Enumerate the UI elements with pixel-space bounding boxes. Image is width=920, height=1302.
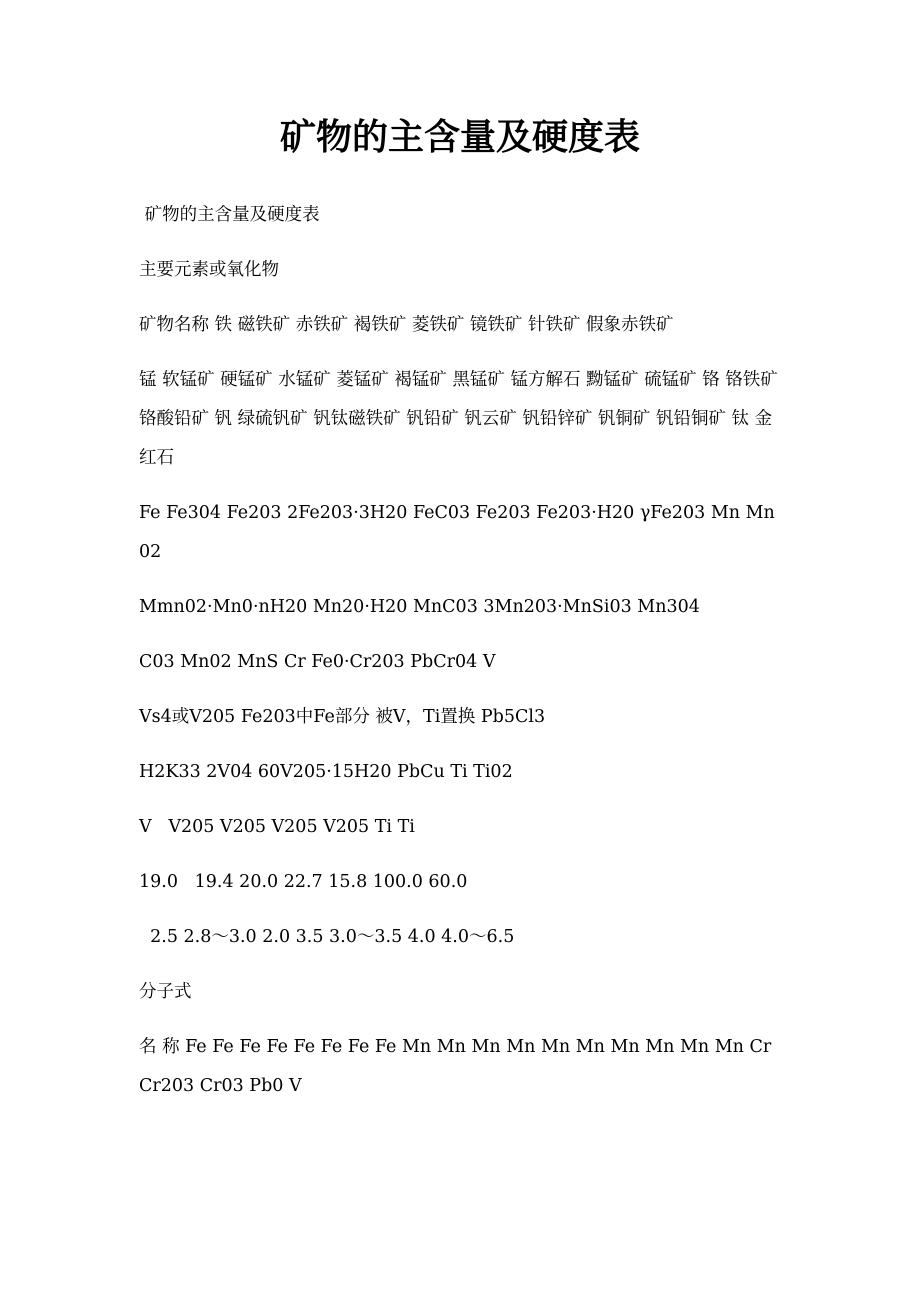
formula-line-vanadium-1: Vs4或V205 Fe203中Fe部分 被V，Ti置换 Pb5Cl3 bbox=[139, 707, 546, 727]
subtitle-paragraph: 矿物的主含量及硬度表 bbox=[139, 205, 320, 225]
molecular-formula-heading: 分子式 bbox=[139, 982, 192, 1002]
page-title: 矿物的主含量及硬度表 bbox=[279, 116, 640, 158]
mineral-names-iron: 矿物名称 铁 磁铁矿 赤铁矿 褐铁矿 菱铁矿 镜铁矿 针铁矿 假象赤铁矿 bbox=[139, 315, 674, 335]
mineral-names-mn-cr-v-ti: 锰 软锰矿 硬锰矿 水锰矿 菱锰矿 褐锰矿 黑锰矿 锰方解石 黝锰矿 硫锰矿 铬 铬铁矿 铬酸铅矿 钒 绿硫钒矿 钒钛磁铁矿 钒铅矿 钒云矿 钒铅锌矿 钒铜矿 钒铅铜矿 钛 金红石 bbox=[139, 370, 784, 468]
formula-line-manganese: Mmn02·Mn0·nH20 Mn20·H20 MnC03 3Mn203·MnSi03 Mn304 bbox=[139, 597, 700, 617]
hardness-values-line: 2.5 2.8～3.0 2.0 3.5 3.0～3.5 4.0 4.0～6.5 bbox=[139, 927, 515, 947]
content-values-line: 19.0 19.4 20.0 22.7 15.8 100.0 60.0 bbox=[139, 872, 468, 892]
element-line: V V205 V205 V205 V205 Ti Ti bbox=[139, 817, 415, 837]
formula-line-chromium: C03 Mn02 MnS Cr Fe0·Cr203 PbCr04 V bbox=[139, 652, 496, 672]
section-heading-main-elements: 主要元素或氧化物 bbox=[139, 260, 279, 280]
document-body bbox=[139, 196, 784, 1122]
formula-line-vanadium-2: H2K33 2V04 60V205·15H20 PbCu Ti Ti02 bbox=[139, 762, 513, 782]
name-element-line: 名 称 Fe Fe Fe Fe Fe Fe Fe Fe Mn Mn Mn Mn Mn Mn Mn Mn Mn Mn Cr Cr203 Cr03 Pb0 V bbox=[139, 1037, 777, 1096]
formula-line-iron: Fe Fe304 Fe203 2Fe203·3H20 FeC03 Fe203 Fe203·H20 γFe203 Mn Mn02 bbox=[139, 503, 775, 562]
